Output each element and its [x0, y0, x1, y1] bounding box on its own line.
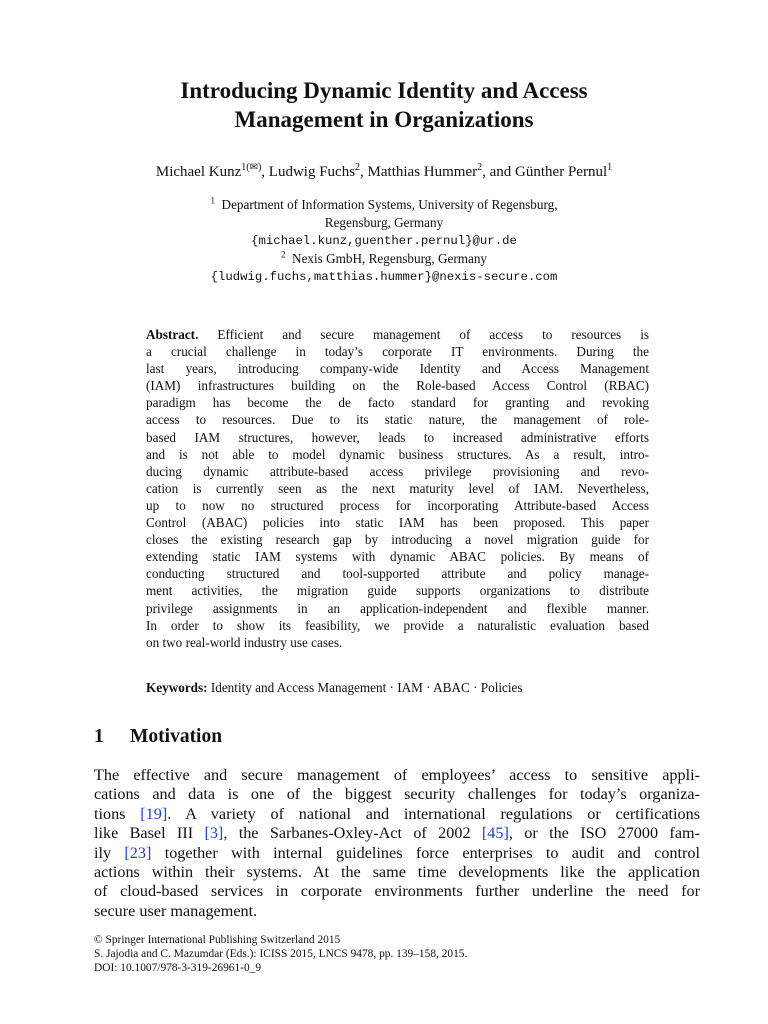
- author-name: Michael Kunz: [155, 164, 242, 180]
- abstract-line: a crucial challenge in today’s corporate IT environments. During the: [146, 344, 649, 360]
- author-affil-mark: 1(✉): [241, 162, 262, 173]
- body-text: together with internal guidelines force enterprises to audit and control: [151, 843, 700, 862]
- author-name: Ludwig Fuchs: [268, 164, 356, 180]
- citation-link[interactable]: [19]: [140, 804, 168, 823]
- title-line-1: Introducing Dynamic Identity and Access: [180, 78, 588, 103]
- affiliation-text: Department of Information Systems, University of Regensburg,: [221, 197, 558, 212]
- title-line-2: Management in Organizations: [234, 107, 534, 132]
- abstract-line: ducing dynamic attribute-based access privilege provisioning and revo-: [146, 463, 649, 479]
- body-text: like Basel III: [94, 824, 205, 843]
- body-text: , the Sarbanes-Oxley-Act of 2002: [223, 824, 482, 843]
- abstract-line: ment activities, the migration guide supports organizations to distribute: [146, 583, 649, 599]
- abstract-text: Efficient and secure management of access to resources is: [198, 327, 649, 342]
- body-line: cations and data is one of the biggest security challenges for today’s organiza-: [94, 785, 700, 804]
- publication-footer: [94, 933, 467, 976]
- section-heading: [94, 725, 222, 749]
- affiliation-number: 2: [280, 249, 286, 260]
- paper-title: [0, 76, 768, 134]
- copyright-notice: © Springer International Publishing Switzerland 2015: [94, 934, 341, 946]
- body-line: [94, 805, 700, 824]
- abstract-line: paradigm has become the de facto standard for granting and revoking: [146, 395, 649, 411]
- abstract: [146, 326, 649, 651]
- author-affil-mark: 2: [477, 162, 483, 173]
- body-text: . A variety of national and international regulations or certifications: [167, 804, 700, 823]
- abstract-line: Control (ABAC) policies into static IAM has been proposed. This paper: [146, 515, 649, 531]
- section-number: 1: [94, 726, 104, 747]
- keywords: [146, 679, 649, 696]
- keywords-label: Keywords:: [146, 680, 208, 695]
- abstract-line: privilege assignments in an application-independent and flexible manner.: [146, 600, 649, 616]
- abstract-line: and is not able to model dynamic business structures. As a result, intro-: [146, 446, 649, 462]
- abstract-line: [146, 326, 649, 343]
- affiliation-1-line-1: [0, 196, 768, 214]
- keywords-text: Identity and Access Management · IAM · ABAC · Policies: [207, 680, 523, 695]
- affiliation-number: 1: [210, 195, 215, 206]
- author-separator: , and: [482, 164, 516, 180]
- citation-link[interactable]: [3]: [204, 824, 224, 843]
- author-affil-mark: 1: [607, 162, 613, 173]
- abstract-line: (IAM) infrastructures building on the Role-based Access Control (RBAC): [146, 378, 649, 394]
- abstract-line: based IAM structures, however, leads to increased administrative efforts: [146, 429, 649, 445]
- body-text: , or the ISO 27000 fam-: [508, 824, 700, 843]
- abstract-line: cation is currently seen as the next maturity level of IAM. Nevertheless,: [146, 480, 649, 496]
- affiliations: [0, 196, 768, 286]
- abstract-line: extending static IAM systems with dynamic ABAC policies. By means of: [146, 549, 649, 565]
- author-separator: ,: [261, 164, 269, 180]
- body-line: [94, 844, 700, 863]
- body-line: actions within their systems. At the same time developments like the application: [94, 863, 700, 882]
- body-line: [94, 824, 700, 843]
- body-text: ily: [94, 843, 125, 862]
- abstract-line: up to now no structured process for incorporating Attribute-based Access: [146, 497, 649, 513]
- affiliation-1-line-2: Regensburg, Germany: [324, 215, 444, 230]
- author-separator: ,: [360, 164, 368, 180]
- body-line: The effective and secure management of employees’ access to sensitive appli-: [94, 766, 700, 784]
- abstract-line: last years, introducing company-wide Identity and Access Management: [146, 361, 649, 377]
- author-name: Günther Pernul: [515, 164, 608, 180]
- section-title: Motivation: [130, 726, 223, 747]
- affiliation-1-email[interactable]: {michael.kunz,guenther.pernul}@ur.de: [251, 234, 517, 248]
- affiliation-2-email[interactable]: {ludwig.fuchs,matthias.hummer}@nexis-secure.com: [210, 270, 558, 284]
- abstract-line: access to resources. Due to its static nature, the management of role-: [146, 412, 649, 428]
- author-affil-mark: 2: [355, 162, 361, 173]
- abstract-line: closes the existing research gap by introducing a novel migration guide for: [146, 532, 649, 548]
- affiliation-2-line: [0, 250, 768, 268]
- citation-link[interactable]: [45]: [481, 824, 509, 843]
- abstract-line: In order to show its feasibility, we provide a naturalistic evaluation based: [146, 617, 649, 633]
- citation-info: S. Jajodia and C. Mazumdar (Eds.): ICISS 2015, LNCS 9478, pp. 139–158, 2015.: [94, 948, 468, 961]
- author-list: [0, 162, 768, 182]
- body-line: secure user management.: [94, 901, 258, 920]
- body-line: of cloud-based services in corporate environments further underline the need for: [94, 882, 700, 901]
- affiliation-text: Nexis GmbH, Regensburg, Germany: [292, 251, 488, 266]
- abstract-line: on two real-world industry use cases.: [146, 634, 343, 650]
- abstract-line: conducting structured and tool-supported attribute and policy manage-: [146, 566, 649, 582]
- citation-link[interactable]: [23]: [124, 843, 152, 862]
- abstract-label: Abstract.: [146, 327, 199, 342]
- body-paragraph: [94, 766, 700, 921]
- doi[interactable]: DOI: 10.1007/978-3-319-26961-0_9: [94, 962, 262, 975]
- body-text: tions: [94, 804, 141, 823]
- author-name: Matthias Hummer: [367, 164, 478, 180]
